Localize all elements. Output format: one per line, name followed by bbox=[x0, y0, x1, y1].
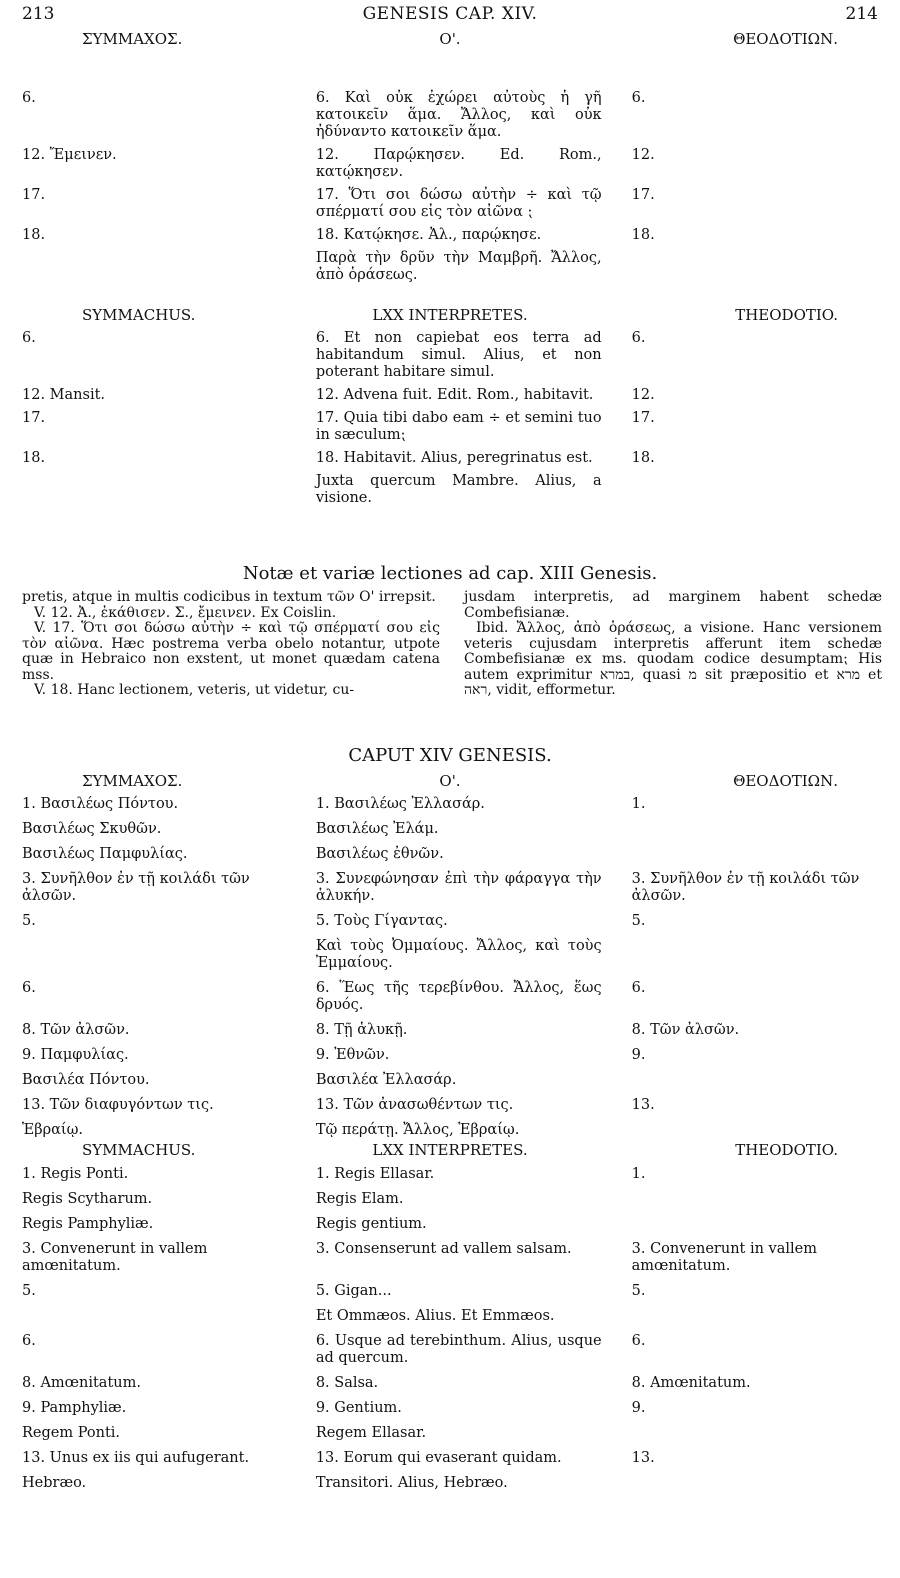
caput-title: CAPUT XIV GENESIS. bbox=[348, 745, 552, 766]
theodotion-cell: 6. bbox=[631, 980, 646, 996]
parallel-row bbox=[22, 1375, 878, 1392]
parallel-row bbox=[22, 250, 878, 284]
parallel-row bbox=[22, 1475, 878, 1492]
lxx-cell: Regis Elam. bbox=[315, 1191, 404, 1207]
lxx-cell: Τῷ περάτῃ. Ἄλλος, Ἑβραίῳ. bbox=[315, 1122, 520, 1138]
symmachus-cell: Βασιλέως Παμφυλίας. bbox=[22, 846, 188, 862]
theodotion-cell bbox=[632, 846, 878, 863]
parallel-row bbox=[22, 980, 878, 1014]
lxx-cell: 13. Τῶν ἀνασωθέντων τις. bbox=[315, 1097, 514, 1113]
parallel-row bbox=[22, 330, 878, 381]
parallel-row bbox=[22, 90, 878, 141]
theodotion-cell: 6. bbox=[631, 330, 646, 346]
theodotion-cell: 18. bbox=[631, 227, 655, 243]
theodotion-cell: 8. Amœnitatum. bbox=[631, 1375, 751, 1391]
theodotion-cell: 8. Τῶν ἀλσῶν. bbox=[631, 1022, 740, 1038]
theodotion-cell: 1. bbox=[631, 1166, 646, 1182]
symmachus-cell: 5. bbox=[22, 1283, 36, 1299]
theodotion-cell bbox=[632, 1122, 878, 1139]
symmachus-cell bbox=[22, 938, 308, 972]
symmachus-cell bbox=[22, 473, 308, 507]
parallel-row bbox=[22, 450, 878, 467]
lxx-cell: 8. Τῇ ἁλυκῇ. bbox=[315, 1022, 408, 1038]
parallel-row bbox=[22, 1283, 878, 1300]
column-head-lxx: Ο'. bbox=[439, 30, 461, 48]
note-paragraph: V. 17. Ὅτι σοι δώσω αὐτὴν ÷ καὶ τῷ σπέρματί σου εἰς τὸν αἰῶνα. Hæc postrema verba obelo notantur, utpote quæ in Hebraico non exstent, ut monet quædam catena mss. bbox=[22, 620, 440, 683]
symmachus-cell: Regem Ponti. bbox=[22, 1425, 121, 1441]
lxx-cell: 17. Quia tibi dabo eam ÷ et semini tuo in sæculum⁏ bbox=[315, 410, 602, 443]
symmachus-cell: Βασιλέως Σκυθῶν. bbox=[22, 821, 162, 837]
column-head-lxx-2: Ο'. bbox=[439, 772, 461, 790]
notes-left-column bbox=[22, 590, 440, 699]
parallel-row bbox=[22, 913, 878, 930]
lxx-cell: 6. Usque ad terebinthum. Alius, usque ad quercum. bbox=[315, 1333, 602, 1366]
symmachus-cell: Hebræo. bbox=[22, 1475, 87, 1491]
top-greek-column-heads bbox=[22, 30, 878, 52]
lxx-cell: 18. Habitavit. Alius, peregrinatus est. bbox=[315, 450, 593, 466]
column-head-theodotio-latin-2: THEODOTIO. bbox=[735, 1141, 838, 1159]
lxx-cell: 13. Eorum qui evaserant quidam. bbox=[315, 1450, 562, 1466]
symmachus-cell: Regis Pamphyliæ. bbox=[22, 1216, 154, 1232]
note-paragraph: pretis, atque in multis codicibus in textum τῶν Ο' irrepsit. bbox=[22, 589, 436, 605]
parallel-row bbox=[22, 871, 878, 905]
lxx-cell: 18. Κατῴκησε. Ἀλ., παρῴκησε. bbox=[315, 227, 542, 243]
theodotion-cell: 12. bbox=[631, 147, 655, 163]
theodotion-cell bbox=[632, 250, 878, 284]
symmachus-cell: 9. Παμφυλίας. bbox=[22, 1047, 129, 1063]
theodotion-cell: 5. bbox=[631, 1283, 646, 1299]
lxx-cell: 6. Et non capiebat eos terra ad habitandum simul. Alius, et non poterant habitare simul. bbox=[315, 330, 602, 380]
lxx-cell: Παρὰ τὴν δρῦν τὴν Μαμβρῆ. Ἄλλος, ἀπὸ ὁράσεως. bbox=[315, 250, 602, 283]
notes-right-column bbox=[464, 590, 882, 699]
theodotion-cell: 9. bbox=[631, 1400, 646, 1416]
lxx-cell: 1. Regis Ellasar. bbox=[315, 1166, 435, 1182]
theodotion-cell bbox=[632, 1216, 878, 1233]
parallel-row bbox=[22, 1166, 878, 1183]
lxx-cell: 9. Gentium. bbox=[315, 1400, 402, 1416]
lxx-cell: Regis gentium. bbox=[315, 1216, 427, 1232]
parallel-row bbox=[22, 1191, 878, 1208]
symmachus-cell: 1. Regis Ponti. bbox=[22, 1166, 129, 1182]
page-header bbox=[22, 4, 878, 28]
parallel-row bbox=[22, 387, 878, 404]
theodotion-cell bbox=[632, 1475, 878, 1492]
theodotion-cell: 3. Convenerunt in vallem amœnitatum. bbox=[631, 1241, 817, 1274]
lxx-cell: Et Ommæos. Alius. Et Emmæos. bbox=[315, 1308, 555, 1324]
lxx-cell: Βασιλέα Ἐλλασάρ. bbox=[315, 1072, 457, 1088]
parallel-row bbox=[22, 1216, 878, 1233]
lxx-cell: 9. Ἐθνῶν. bbox=[315, 1047, 390, 1063]
lxx-cell: 1. Βασιλέως Ἐλλασάρ. bbox=[315, 796, 485, 812]
theodotion-cell bbox=[632, 821, 878, 838]
symmachus-cell: 3. Συνῆλθον ἐν τῇ κοιλάδι τῶν ἀλσῶν. bbox=[22, 871, 250, 904]
lxx-cell: 6. Καὶ οὐκ ἐχώρει αὐτοὺς ἡ γῆ κατοικεῖν ἅμα. Ἄλλος, καὶ οὐκ ἠδύναντο κατοικεῖν ἅμα. bbox=[315, 90, 602, 140]
parallel-row bbox=[22, 187, 878, 221]
theodotion-cell: 18. bbox=[631, 450, 655, 466]
lxx-cell: Καὶ τοὺς Ὀμμαίους. Ἄλλος, καὶ τοὺς Ἐμμαίους. bbox=[315, 938, 602, 971]
running-title: GENESIS CAP. XIV. bbox=[362, 4, 538, 24]
lxx-cell: Regem Ellasar. bbox=[315, 1425, 427, 1441]
parallel-row bbox=[22, 1308, 878, 1325]
theodotion-cell bbox=[632, 1425, 878, 1442]
symmachus-cell: 6. bbox=[22, 980, 36, 996]
theodotion-cell: 9. bbox=[631, 1047, 646, 1063]
parallel-row bbox=[22, 938, 878, 972]
lxx-cell: 6. Ἕως τῆς τερεβίνθου. Ἄλλος, ἕως δρυός. bbox=[315, 980, 602, 1013]
bottom-latin-column-heads bbox=[22, 1141, 878, 1163]
column-head-symmachus-latin: SYMMACHUS. bbox=[82, 306, 196, 324]
lxx-cell: 12. Advena fuit. Edit. Rom., habitavit. bbox=[315, 387, 594, 403]
parallel-row bbox=[22, 796, 878, 813]
note-paragraph: jusdam interpretis, ad marginem habent schedæ Combefisianæ. bbox=[464, 589, 882, 621]
column-head-lxx-latin: LXX INTERPRETES. bbox=[372, 306, 528, 324]
lxx-cell: Βασιλέως Ἐλάμ. bbox=[315, 821, 439, 837]
symmachus-cell: 18. bbox=[22, 227, 46, 243]
column-head-symmachus: ΣΥΜΜΑΧΟΣ. bbox=[82, 30, 183, 48]
note-paragraph: Ibid. Ἄλλος, ἀπὸ ὁράσεως, a visione. Hanc versionem veteris cujusdam interpretis afferunt item schedæ Combefisianæ ex ms. quodam codice desumptam⁏ His autem exprimitur במרא, quasi מ sit præpositio et מרא et ראה, vidit, efformetur. bbox=[464, 620, 882, 698]
symmachus-cell: 9. Pamphyliæ. bbox=[22, 1400, 127, 1416]
theodotion-cell bbox=[632, 473, 878, 507]
symmachus-cell: 6. bbox=[22, 330, 36, 346]
theodotion-cell bbox=[632, 1072, 878, 1089]
theodotion-cell: 3. Συνῆλθον ἐν τῇ κοιλάδι τῶν ἀλσῶν. bbox=[631, 871, 860, 904]
note-paragraph: V. 18. Hanc lectionem, veteris, ut videtur, cu- bbox=[34, 682, 355, 698]
parallel-row bbox=[22, 147, 878, 181]
parallel-row bbox=[22, 1022, 878, 1039]
symmachus-cell: 5. bbox=[22, 913, 36, 929]
parallel-row bbox=[22, 227, 878, 244]
symmachus-cell: Regis Scytharum. bbox=[22, 1191, 153, 1207]
column-head-theodotion-2: ΘΕΟΔΟΤΙΩΝ. bbox=[733, 772, 838, 790]
note-paragraph: V. 12. Ἀ., ἐκάθισεν. Σ., ἔμεινεν. Ex Coislin. bbox=[34, 604, 337, 621]
top-greek-section bbox=[22, 90, 878, 290]
parallel-row bbox=[22, 1333, 878, 1367]
lxx-cell: 5. Τοὺς Γίγαντας. bbox=[315, 913, 448, 929]
symmachus-cell: 12. Mansit. bbox=[22, 387, 106, 403]
parallel-row bbox=[22, 846, 878, 863]
symmachus-cell: Βασιλέα Πόντου. bbox=[22, 1072, 150, 1088]
theodotion-cell: 5. bbox=[631, 913, 646, 929]
symmachus-cell: 18. bbox=[22, 450, 46, 466]
column-head-symmachus-latin-2: SYMMACHUS. bbox=[82, 1141, 196, 1159]
theodotion-cell: 17. bbox=[631, 187, 655, 203]
theodotion-cell: 6. bbox=[631, 1333, 646, 1349]
parallel-row bbox=[22, 1450, 878, 1467]
bottom-greek-column-heads bbox=[22, 772, 878, 794]
symmachus-cell bbox=[22, 250, 308, 284]
symmachus-cell: 8. Τῶν ἀλσῶν. bbox=[22, 1022, 130, 1038]
symmachus-cell: 3. Convenerunt in vallem amœnitatum. bbox=[22, 1241, 208, 1274]
symmachus-cell: 13. Τῶν διαφυγόντων τις. bbox=[22, 1097, 214, 1113]
page-number-right: 214 bbox=[845, 4, 878, 24]
theodotion-cell: 13. bbox=[631, 1450, 655, 1466]
theodotion-cell bbox=[632, 938, 878, 972]
column-head-theodotio-latin: THEODOTIO. bbox=[735, 306, 838, 324]
parallel-row bbox=[22, 1425, 878, 1442]
theodotion-cell: 17. bbox=[631, 410, 655, 426]
theodotion-cell: 12. bbox=[631, 387, 655, 403]
notes-title: Notæ et variæ lectiones ad cap. XIII Genesis. bbox=[242, 563, 658, 584]
top-latin-section bbox=[22, 330, 878, 513]
symmachus-cell: 17. bbox=[22, 410, 46, 426]
parallel-row bbox=[22, 410, 878, 444]
lxx-cell: 3. Consenserunt ad vallem salsam. bbox=[315, 1241, 572, 1257]
page-number-left: 213 bbox=[22, 4, 55, 24]
symmachus-cell: 13. Unus ex iis qui aufugerant. bbox=[22, 1450, 250, 1466]
lxx-cell: 5. Gigan... bbox=[315, 1283, 392, 1299]
symmachus-cell bbox=[22, 1308, 308, 1325]
theodotion-cell bbox=[632, 1308, 878, 1325]
parallel-row bbox=[22, 821, 878, 838]
symmachus-cell: Ἑβραίῳ. bbox=[22, 1122, 84, 1138]
symmachus-cell: 6. bbox=[22, 1333, 36, 1349]
theodotion-cell: 13. bbox=[631, 1097, 655, 1113]
lxx-cell: 12. Παρῴκησεν. Ed. Rom., κατῴκησεν. bbox=[315, 147, 602, 180]
column-head-symmachus-2: ΣΥΜΜΑΧΟΣ. bbox=[82, 772, 183, 790]
symmachus-cell: 8. Amœnitatum. bbox=[22, 1375, 141, 1391]
theodotion-cell bbox=[632, 1191, 878, 1208]
lxx-cell: Transitori. Alius, Hebræo. bbox=[315, 1475, 508, 1491]
bottom-latin-section bbox=[22, 1166, 878, 1500]
bottom-greek-section bbox=[22, 796, 878, 1147]
lxx-cell: 8. Salsa. bbox=[315, 1375, 379, 1391]
parallel-row bbox=[22, 1047, 878, 1064]
theodotion-cell: 6. bbox=[631, 90, 646, 106]
parallel-row bbox=[22, 1122, 878, 1139]
lxx-cell: 3. Συνεφώνησαν ἐπὶ τὴν φάραγγα τὴν ἁλυκήν. bbox=[315, 871, 602, 904]
symmachus-cell: 6. bbox=[22, 90, 36, 106]
column-head-lxx-latin-2: LXX INTERPRETES. bbox=[372, 1141, 528, 1159]
column-head-theodotion: ΘΕΟΔΟΤΙΩΝ. bbox=[733, 30, 838, 48]
theodotion-cell: 1. bbox=[631, 796, 646, 812]
lxx-cell: Juxta quercum Mambre. Alius, a visione. bbox=[315, 473, 602, 506]
parallel-row bbox=[22, 1097, 878, 1114]
symmachus-cell: 1. Βασιλέως Πόντου. bbox=[22, 796, 179, 812]
parallel-row bbox=[22, 1072, 878, 1089]
lxx-cell: 17. Ὅτι σοι δώσω αὐτὴν ÷ καὶ τῷ σπέρματί σου εἰς τὸν αἰῶνα ⁏ bbox=[315, 187, 602, 220]
parallel-row bbox=[22, 1241, 878, 1275]
symmachus-cell: 12. Ἔμεινεν. bbox=[22, 147, 117, 163]
parallel-row bbox=[22, 1400, 878, 1417]
lxx-cell: Βασιλέως ἐθνῶν. bbox=[315, 846, 444, 862]
symmachus-cell: 17. bbox=[22, 187, 46, 203]
parallel-row bbox=[22, 473, 878, 507]
top-latin-column-heads bbox=[22, 306, 878, 328]
